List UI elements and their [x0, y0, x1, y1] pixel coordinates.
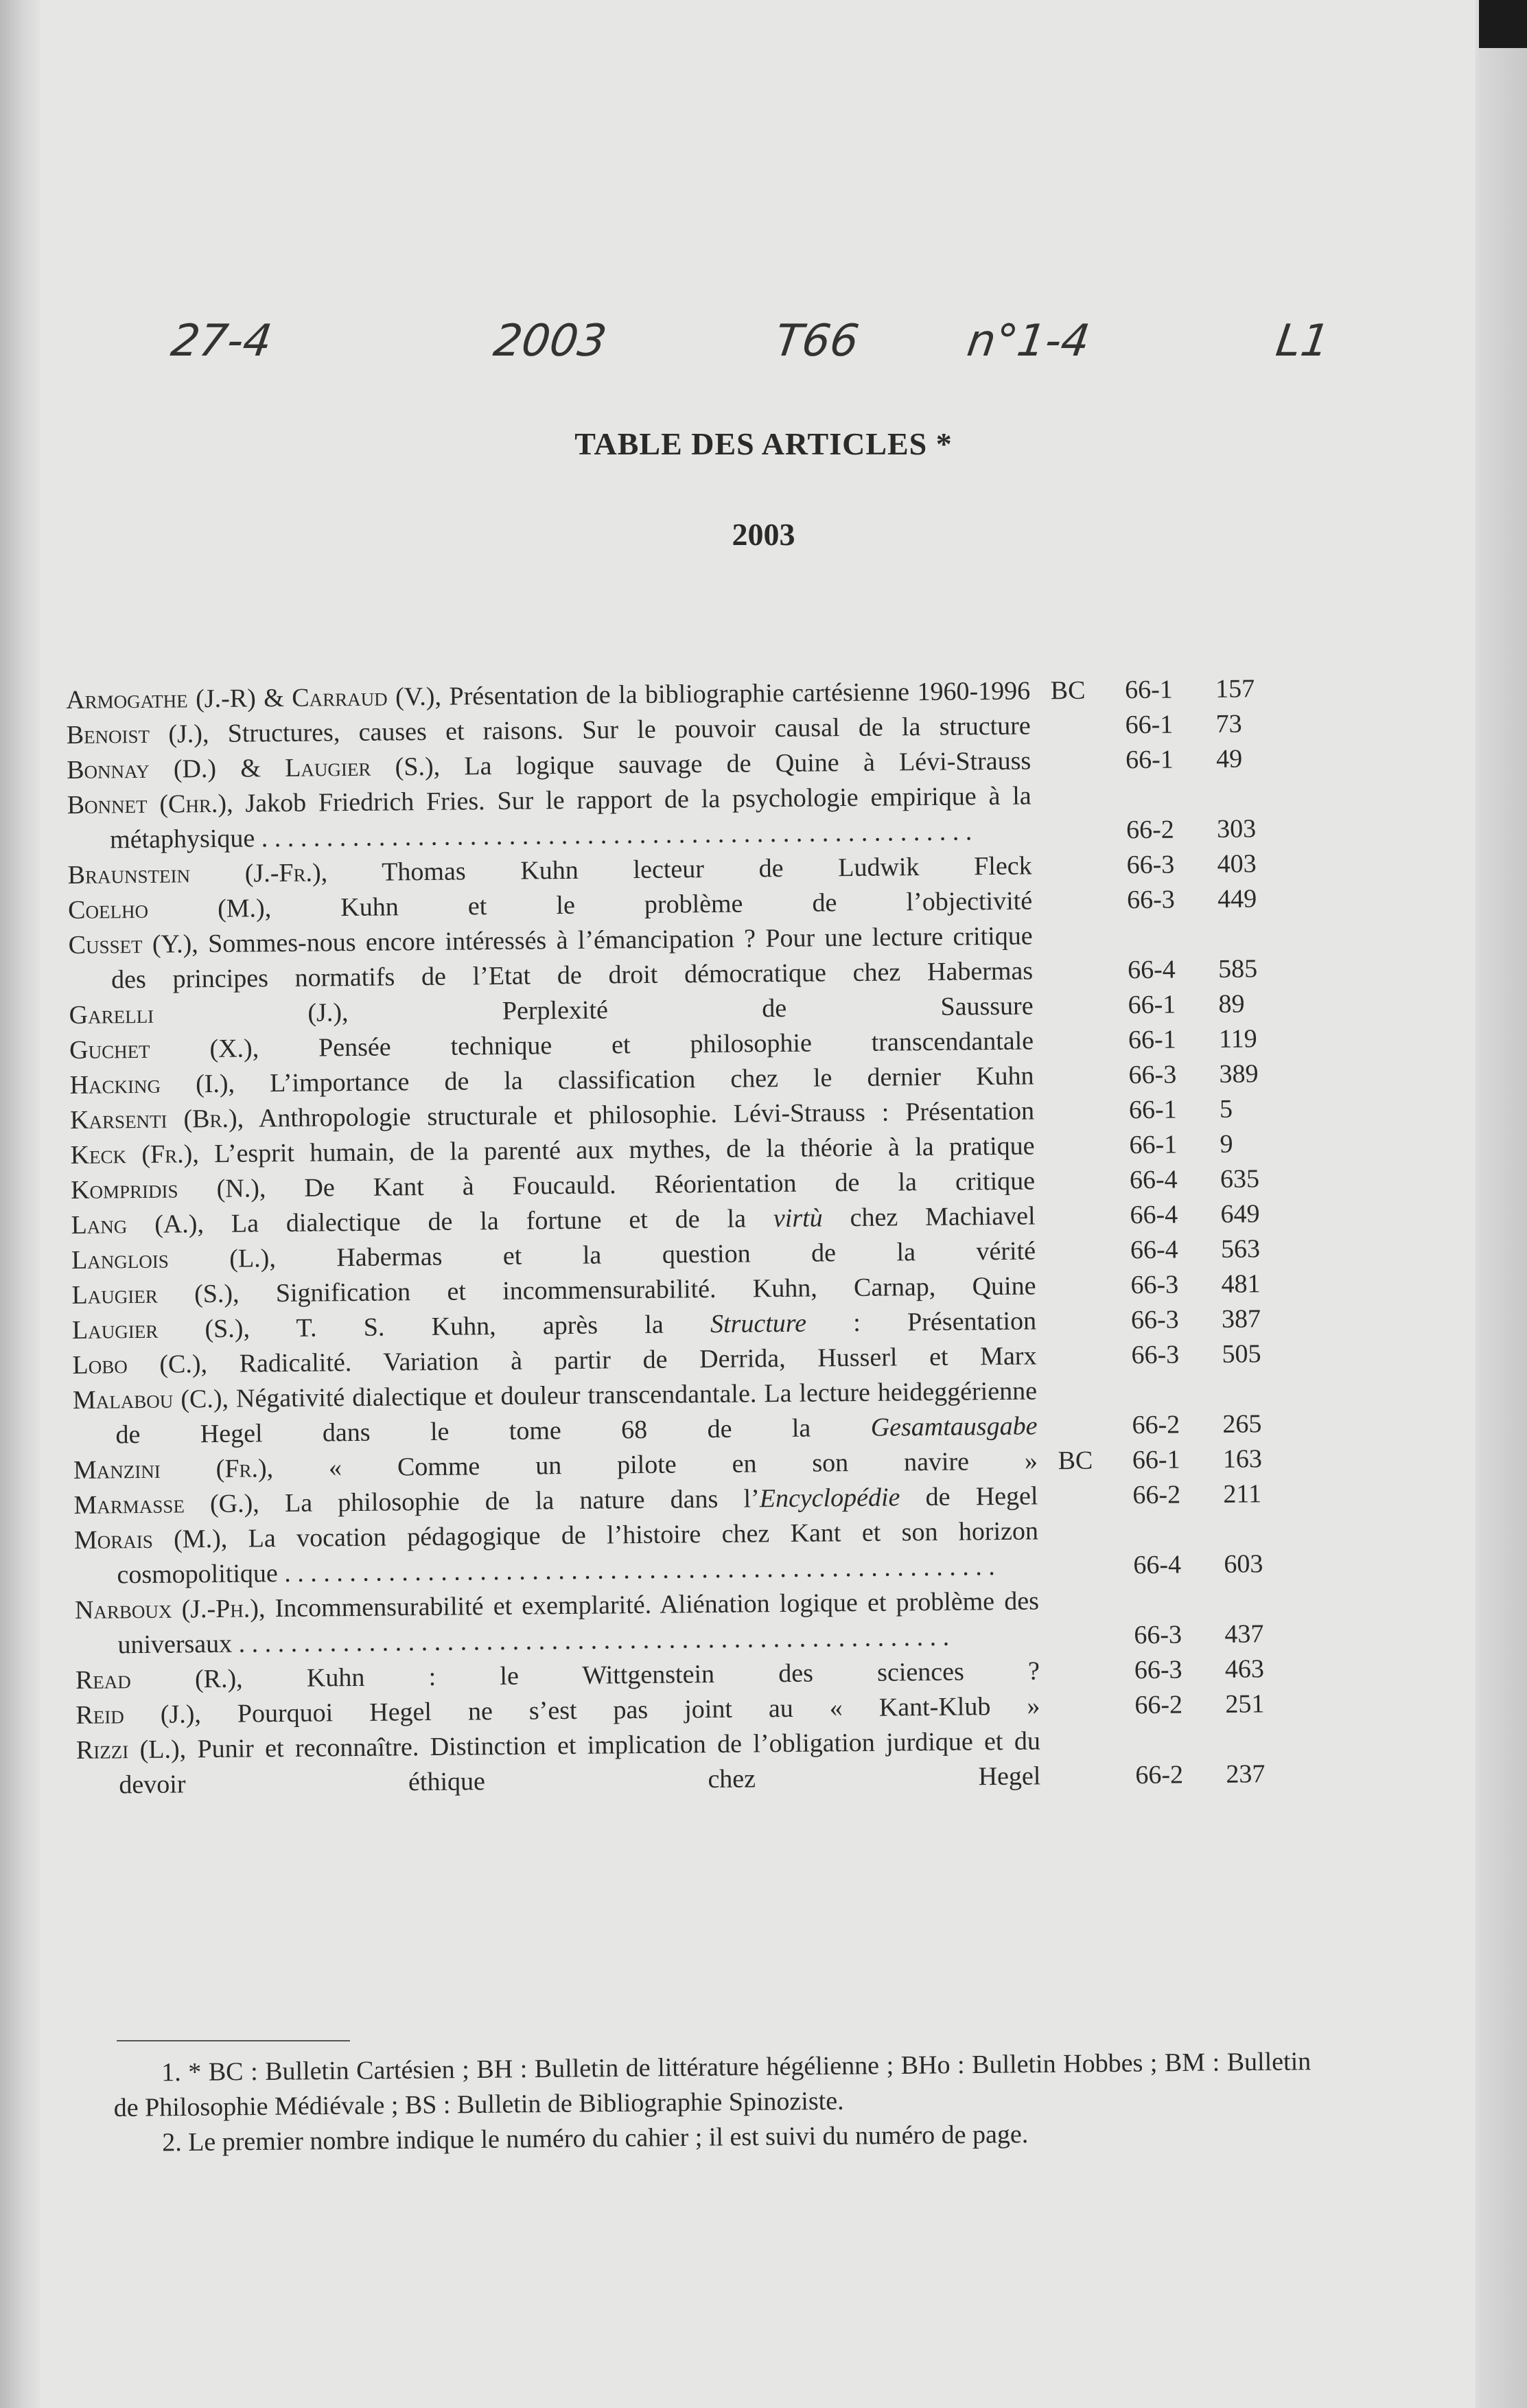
article-citation: [73, 1374, 1038, 1452]
article-citation: [68, 918, 1033, 997]
book-spine-edge: [0, 0, 40, 2408]
article-author: Marmasse (G.): [73, 1489, 253, 1520]
article-issue: 66-2: [1132, 1410, 1180, 1440]
article-page: 5: [1219, 1094, 1233, 1124]
article-page: 237: [1226, 1759, 1266, 1789]
article-author: Armogathe (J.-R) & Carraud (V.): [66, 682, 435, 715]
article-list: [66, 671, 1298, 1803]
article-page: 73: [1215, 709, 1242, 739]
article-page: 481: [1221, 1269, 1261, 1299]
article-title: , La logique sauvage de Quine à Lévi-Strauss: [433, 746, 1031, 781]
handwritten-mark: L1: [1272, 316, 1333, 367]
article-page: 437: [1224, 1619, 1264, 1649]
article-title: , « Comme un pilote en son navire »: [266, 1446, 1038, 1483]
article-bulletin: BC: [1050, 675, 1086, 706]
article-author: Kompridis (N.): [70, 1174, 260, 1205]
article-author: Morais (M.): [73, 1524, 221, 1555]
article-issue: 66-1: [1125, 710, 1174, 740]
article-author: Bonnet (Chr.): [67, 789, 227, 820]
article-page: 303: [1216, 814, 1257, 844]
article-author: Benoist (J.): [66, 719, 203, 750]
article-page: 403: [1217, 849, 1257, 879]
article-issue: 66-3: [1131, 1340, 1180, 1370]
article-title: , Signification et incommensurabilité. Kuhn, Carnap, Quine: [232, 1271, 1036, 1308]
article-title: , La dialectique de la fortune et de la: [197, 1204, 774, 1239]
footnote-rule: [117, 2040, 350, 2041]
article-issue: 66-3: [1134, 1620, 1182, 1650]
article-title: , Perplexité de Saussure: [341, 991, 1034, 1028]
article-title-italic: Structure: [710, 1308, 807, 1339]
handwritten-annotations: [167, 316, 1373, 391]
article-issue: 66-3: [1126, 885, 1175, 915]
article-entry: [67, 776, 1289, 858]
article-issue: 66-4: [1129, 1165, 1178, 1195]
article-issue: 66-4: [1127, 955, 1176, 985]
article-page: 89: [1218, 989, 1245, 1019]
dot-leader: [255, 817, 972, 853]
article-title: , Kuhn : le Wittgenstein des sciences ?: [235, 1656, 1040, 1693]
article-title: , La philosophie de la nature dans l’: [253, 1484, 760, 1518]
article-page: 585: [1217, 954, 1258, 984]
article-issue: 66-4: [1130, 1200, 1178, 1230]
article-title: , L’importance de la classification chez le dernier Kuhn: [228, 1061, 1034, 1098]
handwritten-numbers: n°1-4: [964, 316, 1093, 367]
article-entry: [76, 1722, 1298, 1803]
article-issue: 66-3: [1130, 1270, 1179, 1300]
article-title: , Pensée technique et philosophie transcendantale: [252, 1026, 1034, 1063]
article-issue: 66-1: [1128, 1025, 1176, 1055]
article-author: Garelli (J.): [69, 998, 342, 1030]
article-issue: 66-1: [1132, 1445, 1180, 1475]
article-page: 9: [1220, 1129, 1233, 1159]
article-issue: 66-4: [1130, 1235, 1178, 1265]
article-author: Guchet (X.): [69, 1034, 253, 1065]
article-page: 505: [1222, 1339, 1261, 1369]
article-page: 603: [1224, 1549, 1263, 1579]
article-author: Narboux (J.-Ph.): [74, 1594, 259, 1625]
article-author: Manzini (Fr.): [73, 1454, 267, 1485]
article-title: , Punir et reconnaître. Distinction et implication de l’obligation jurdique et du devoir éthique chez Hegel: [119, 1726, 1041, 1800]
article-title-continued: : Présentation: [806, 1306, 1037, 1338]
right-page-edge: [1479, 0, 1527, 2408]
article-title: , La vocation pédagogique de l’histoire chez Kant et son horizon cosmopolitique: [117, 1516, 1039, 1590]
article-title: , Radicalité. Variation à partir de Derrida, Husserl et Marx: [200, 1341, 1037, 1379]
article-page: 49: [1215, 744, 1243, 774]
article-author: Cusset (Y.): [68, 929, 192, 960]
article-title: , L’esprit humain, de la parenté aux mythes, de la théorie à la pratique: [192, 1131, 1035, 1169]
article-author: Langlois (L.): [71, 1244, 270, 1275]
article-page: 463: [1224, 1654, 1265, 1684]
page-title: TABLE DES ARTICLES *: [574, 426, 953, 461]
dot-leader: [232, 1623, 949, 1658]
article-title: , Anthropologie structurale et philosophie. Lévi-Strauss : Présentation: [237, 1096, 1035, 1133]
article-title: , Incommensurabilité et exemplarité. Aliénation logique et problème des universaux: [117, 1586, 1040, 1660]
article-title: , Thomas Kuhn lecteur de Ludwik Fleck: [320, 851, 1032, 888]
article-author: Hacking (I.): [69, 1069, 229, 1100]
handwritten-shelf: 27-4: [167, 316, 275, 367]
article-title-italic: Gesamtausgabe: [870, 1411, 1038, 1442]
article-issue: 66-2: [1135, 1760, 1184, 1790]
article-author: Karsenti (Br.): [69, 1104, 237, 1135]
article-title: , Kuhn et le problème de l’objectivité: [264, 886, 1033, 923]
article-title: , Structures, causes et raisons. Sur le pouvoir causal de la structure: [202, 711, 1031, 749]
article-page: 635: [1220, 1164, 1260, 1194]
article-title: , T. S. Kuhn, après la: [243, 1310, 711, 1343]
article-title: , De Kant à Foucauld. Réorientation de la critique: [259, 1166, 1036, 1203]
article-author: Lang (A.): [71, 1209, 198, 1240]
article-author: Malabou (C.): [72, 1384, 222, 1415]
handwritten-volume: T66: [771, 316, 862, 367]
article-citation: [74, 1514, 1039, 1593]
footnote-2: 2. Le premier nombre indique le numéro du cahier ; il est suivi du numéro de page.: [162, 2120, 1029, 2157]
article-issue: 66-2: [1132, 1480, 1181, 1510]
article-title-continued: chez Machiavel: [822, 1201, 1036, 1233]
article-page: 157: [1215, 674, 1255, 704]
article-entry: [68, 916, 1290, 998]
corner-scan-mark: [1479, 0, 1527, 48]
article-entry: [75, 1582, 1297, 1663]
article-entry: [74, 1512, 1296, 1593]
article-issue: 66-2: [1134, 1690, 1183, 1720]
article-title: , Jakob Friedrich Fries. Sur le rapport de la psychologie empirique à la métaphysique: [109, 781, 1031, 855]
article-bulletin: BC: [1058, 1446, 1093, 1476]
article-author: Laugier (S.): [71, 1279, 233, 1310]
article-issue: 66-1: [1128, 1095, 1177, 1125]
article-issue: 66-3: [1128, 1060, 1177, 1090]
article-issue: 66-3: [1134, 1655, 1182, 1685]
article-title: , Pourquoi Hegel ne s’est pas joint au « Kant-Klub »: [194, 1691, 1040, 1729]
article-title-italic: virtù: [773, 1203, 823, 1234]
article-author: Coelho (M.): [67, 894, 265, 925]
article-issue: 66-1: [1125, 745, 1174, 775]
article-page: 389: [1219, 1059, 1259, 1089]
article-title: , Négativité dialectique et douleur transcendantale. La lecture heideggérienne de Hegel dans le tome 68 de la: [115, 1376, 1038, 1450]
article-citation: [76, 1724, 1041, 1803]
article-page: 265: [1222, 1409, 1262, 1439]
article-title: , Sommes-nous encore intéressés à l’émancipation ? Pour une lecture critique des principes normatifs de l’Etat de droit démocratique chez Habermas: [110, 921, 1034, 995]
article-title: , Habermas et la question de la vérité: [269, 1236, 1036, 1273]
page-year: 2003: [732, 517, 795, 552]
article-page: 649: [1220, 1199, 1260, 1229]
article-issue: 66-1: [1124, 675, 1174, 705]
article-citation: [75, 1584, 1040, 1663]
article-author: Bonnay (D.) & Laugier (S.): [67, 752, 434, 785]
article-page: 119: [1218, 1024, 1257, 1054]
article-title-continued: de Hegel: [900, 1481, 1038, 1512]
handwritten-year: 2003: [490, 316, 610, 367]
article-author: Rizzi (L.): [75, 1735, 180, 1765]
article-author: Reid (J.): [75, 1700, 195, 1730]
article-page: 251: [1225, 1689, 1265, 1719]
article-page: 211: [1223, 1479, 1262, 1509]
article-author: Read (R.): [75, 1664, 237, 1695]
dot-leader: [278, 1552, 995, 1588]
article-author: Keck (Fr.): [70, 1139, 193, 1170]
article-issue: 66-2: [1126, 815, 1174, 845]
article-author: Braunstein (J.-Fr.): [67, 858, 321, 890]
article-entry: [73, 1371, 1295, 1453]
footnotes: [113, 2044, 1312, 2161]
article-page: 163: [1222, 1444, 1263, 1474]
article-issue: 66-3: [1126, 850, 1175, 880]
footnote-1: 1. * BC : Bulletin Cartésien ; BH : Bulletin de littérature hégélienne ; BHo : Bulletin Hobbes ; BM : Bulletin de Philosophie Médiévale ; BS : Bulletin de Bibliographie Spinoziste.: [113, 2047, 1312, 2122]
article-title: , Présentation de la bibliographie cartésienne 1960-1996: [434, 676, 1031, 711]
article-issue: 66-4: [1133, 1550, 1182, 1580]
article-issue: 66-1: [1128, 990, 1176, 1020]
article-page: 387: [1221, 1304, 1261, 1334]
article-author: Lobo (C.): [72, 1350, 201, 1380]
article-page: 563: [1220, 1234, 1261, 1264]
article-issue: 66-1: [1129, 1130, 1178, 1160]
article-page: 449: [1217, 884, 1257, 914]
article-title-italic: Encyclopédie: [759, 1483, 900, 1514]
article-citation: [67, 779, 1031, 858]
article-author: Laugier (S.): [71, 1314, 244, 1345]
article-issue: 66-3: [1130, 1305, 1179, 1335]
